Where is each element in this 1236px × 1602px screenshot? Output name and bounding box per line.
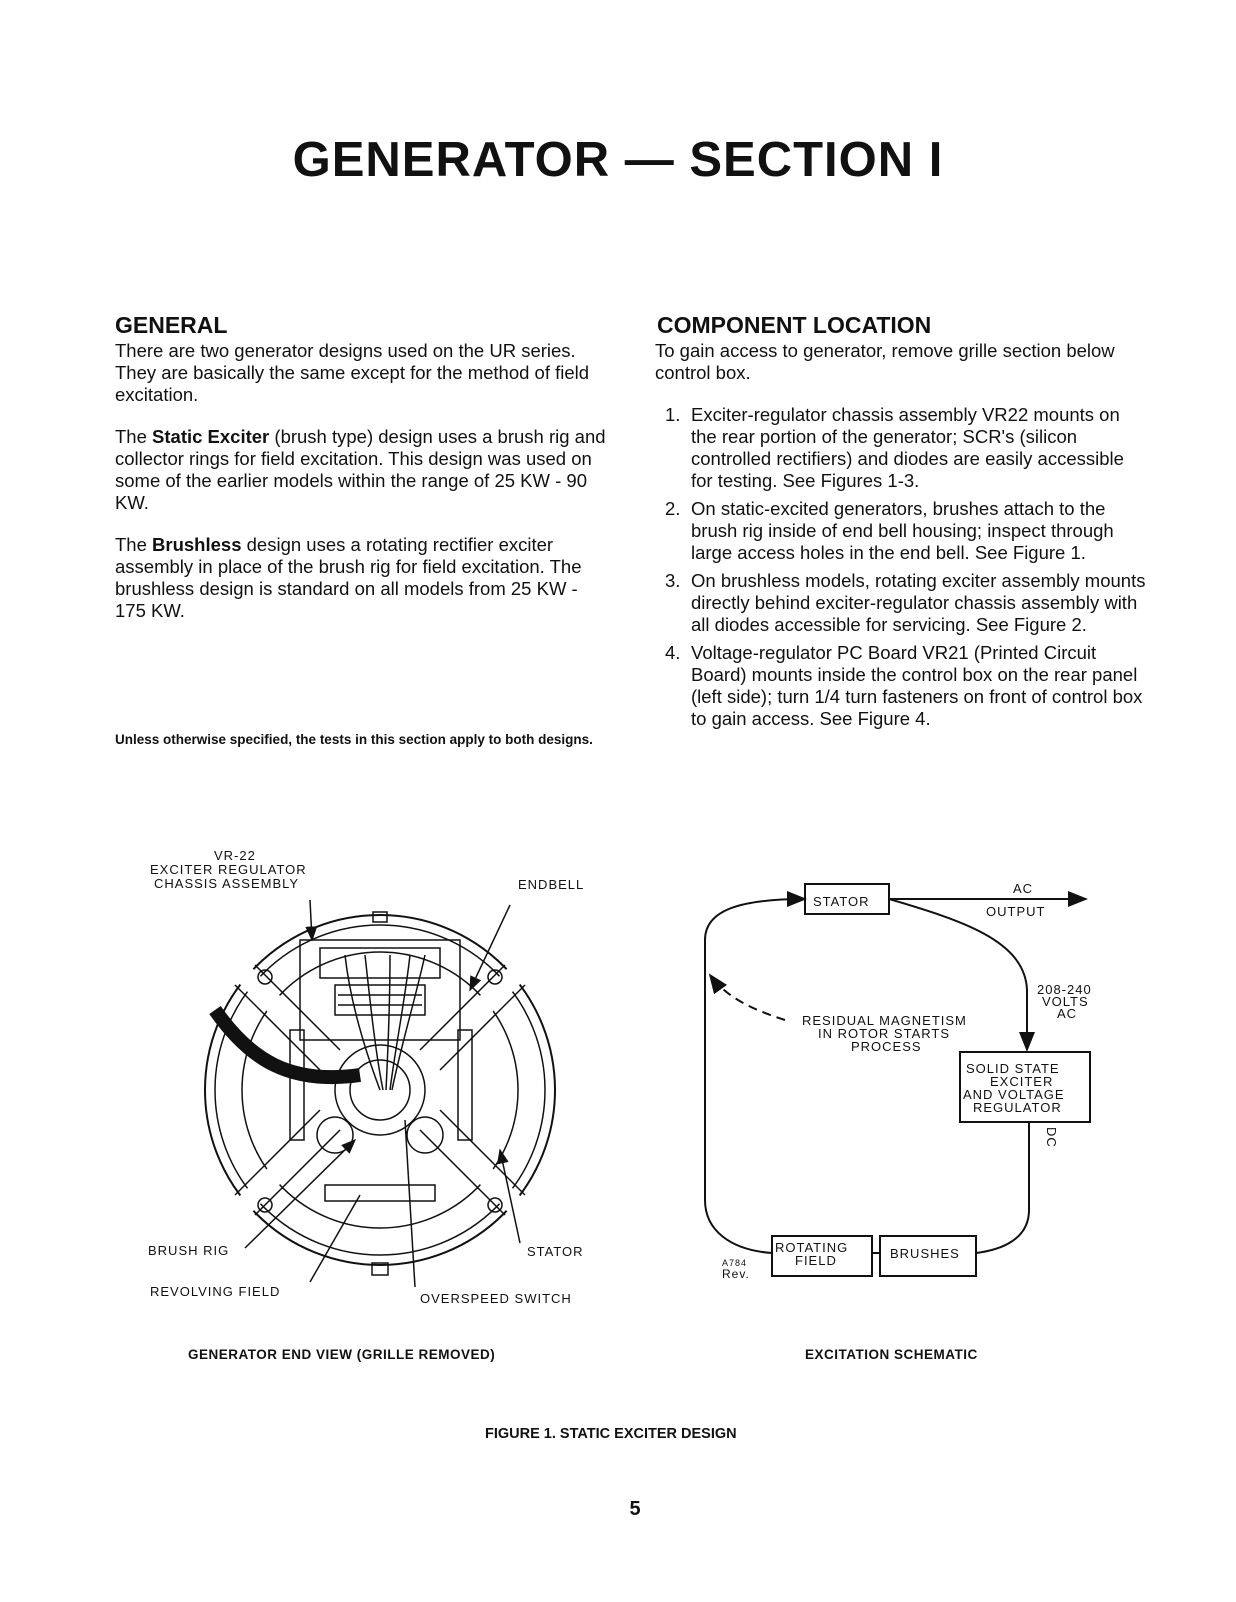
label-revolving-field: REVOLVING FIELD — [150, 1284, 281, 1299]
label-vr22: VR-22 — [214, 848, 256, 863]
generator-end-view — [205, 900, 555, 1287]
schematic-volts-line2: VOLTS — [1042, 994, 1089, 1009]
label-stator: STATOR — [527, 1244, 584, 1259]
general-paragraph-3: The Brushless design uses a rotating rectifier exciter assembly in place of the brush rig for field excitation. The brushless design is standard on all models from 25 KW - 175 KW. — [115, 534, 582, 621]
general-paragraph-1: There are two generator designs used on the UR series. They are basically the same except for the method of field excitation. — [115, 340, 590, 405]
label-endbell: ENDBELL — [518, 877, 585, 892]
step-item: 2. On static-excited generators, brushes attach to the brush rig inside of end bell housing; inspect through large access holes in the end bell. See Figure 1. — [665, 498, 1114, 563]
schematic-labels — [722, 881, 1092, 1281]
schematic-residual-line1: RESIDUAL MAGNETISM — [802, 1013, 967, 1028]
schematic-rotating-line1: ROTATING — [775, 1240, 849, 1255]
label-exciter-regulator: EXCITER REGULATOR — [150, 862, 307, 877]
step-item: 4. Voltage-regulator PC Board VR21 (Printed Circuit Board) mounts inside the control box on the rear panel (left side); turn 1/4 turn fasteners on front of control box to gain access. See Figure 4. — [665, 642, 1143, 729]
component-location-heading: COMPONENT LOCATION — [657, 312, 932, 338]
end-view-caption: GENERATOR END VIEW (GRILLE REMOVED) — [188, 1347, 496, 1362]
label-chassis-assembly: CHASSIS ASSEMBLY — [154, 876, 300, 891]
schematic-volts-line3: AC — [1057, 1006, 1078, 1021]
schematic-ss-line4: REGULATOR — [973, 1100, 1062, 1115]
schematic-brushes-label: BRUSHES — [890, 1246, 960, 1261]
general-heading: GENERAL — [115, 312, 228, 338]
vr22-chassis — [300, 940, 460, 1040]
label-brush-rig: BRUSH RIG — [148, 1243, 230, 1258]
schematic-residual-line2: IN ROTOR STARTS — [818, 1026, 951, 1041]
schematic-ac-label: AC — [1013, 881, 1034, 896]
schematic-caption: EXCITATION SCHEMATIC — [805, 1347, 978, 1362]
schematic-ss-line2: EXCITER — [990, 1074, 1054, 1089]
note-text: Unless otherwise specified, the tests in this section apply to both designs. — [115, 732, 593, 747]
component-intro: To gain access to generator, remove grille section below control box. — [655, 340, 1115, 383]
schematic-stator-label: STATOR — [813, 894, 870, 909]
schematic-rev: Rev. — [722, 1267, 750, 1281]
step-item: 3. On brushless models, rotating exciter assembly mounts directly behind exciter-regulator chassis assembly with all diodes accessible for servicing. See Figure 2. — [665, 570, 1146, 635]
figure-title: FIGURE 1. STATIC EXCITER DESIGN — [485, 1426, 737, 1442]
label-overspeed-switch: OVERSPEED SWITCH — [420, 1291, 572, 1306]
page-number: 5 — [629, 1498, 641, 1520]
page-title: GENERATOR — SECTION I — [292, 133, 944, 187]
schematic-output-label: OUTPUT — [986, 904, 1046, 919]
schematic-ss-line3: AND VOLTAGE — [963, 1087, 1065, 1102]
schematic-rotating-line2: FIELD — [795, 1253, 837, 1268]
schematic-volts-line1: 208-240 — [1037, 982, 1092, 997]
schematic-residual-line3: PROCESS — [851, 1039, 922, 1054]
step-item: 1. Exciter-regulator chassis assembly VR22 mounts on the rear portion of the generator; SCR's (silicon controlled rectifiers) and diodes are easily accessible for testing. See Figures 1-3. — [665, 404, 1124, 491]
general-paragraph-2: The Static Exciter (brush type) design uses a brush rig and collector rings for field excitation. This design was used on some of the earlier models within the range of 25 KW - 90 KW. — [115, 426, 606, 513]
schematic-dc-label: DC — [1044, 1127, 1059, 1148]
static-exciter-term: Static Exciter — [152, 426, 270, 447]
schematic-code: A784 — [722, 1258, 748, 1268]
brushless-term: Brushless — [152, 534, 242, 555]
schematic-ss-line1: SOLID STATE — [966, 1061, 1060, 1076]
brush-rig-bar — [325, 1185, 435, 1201]
